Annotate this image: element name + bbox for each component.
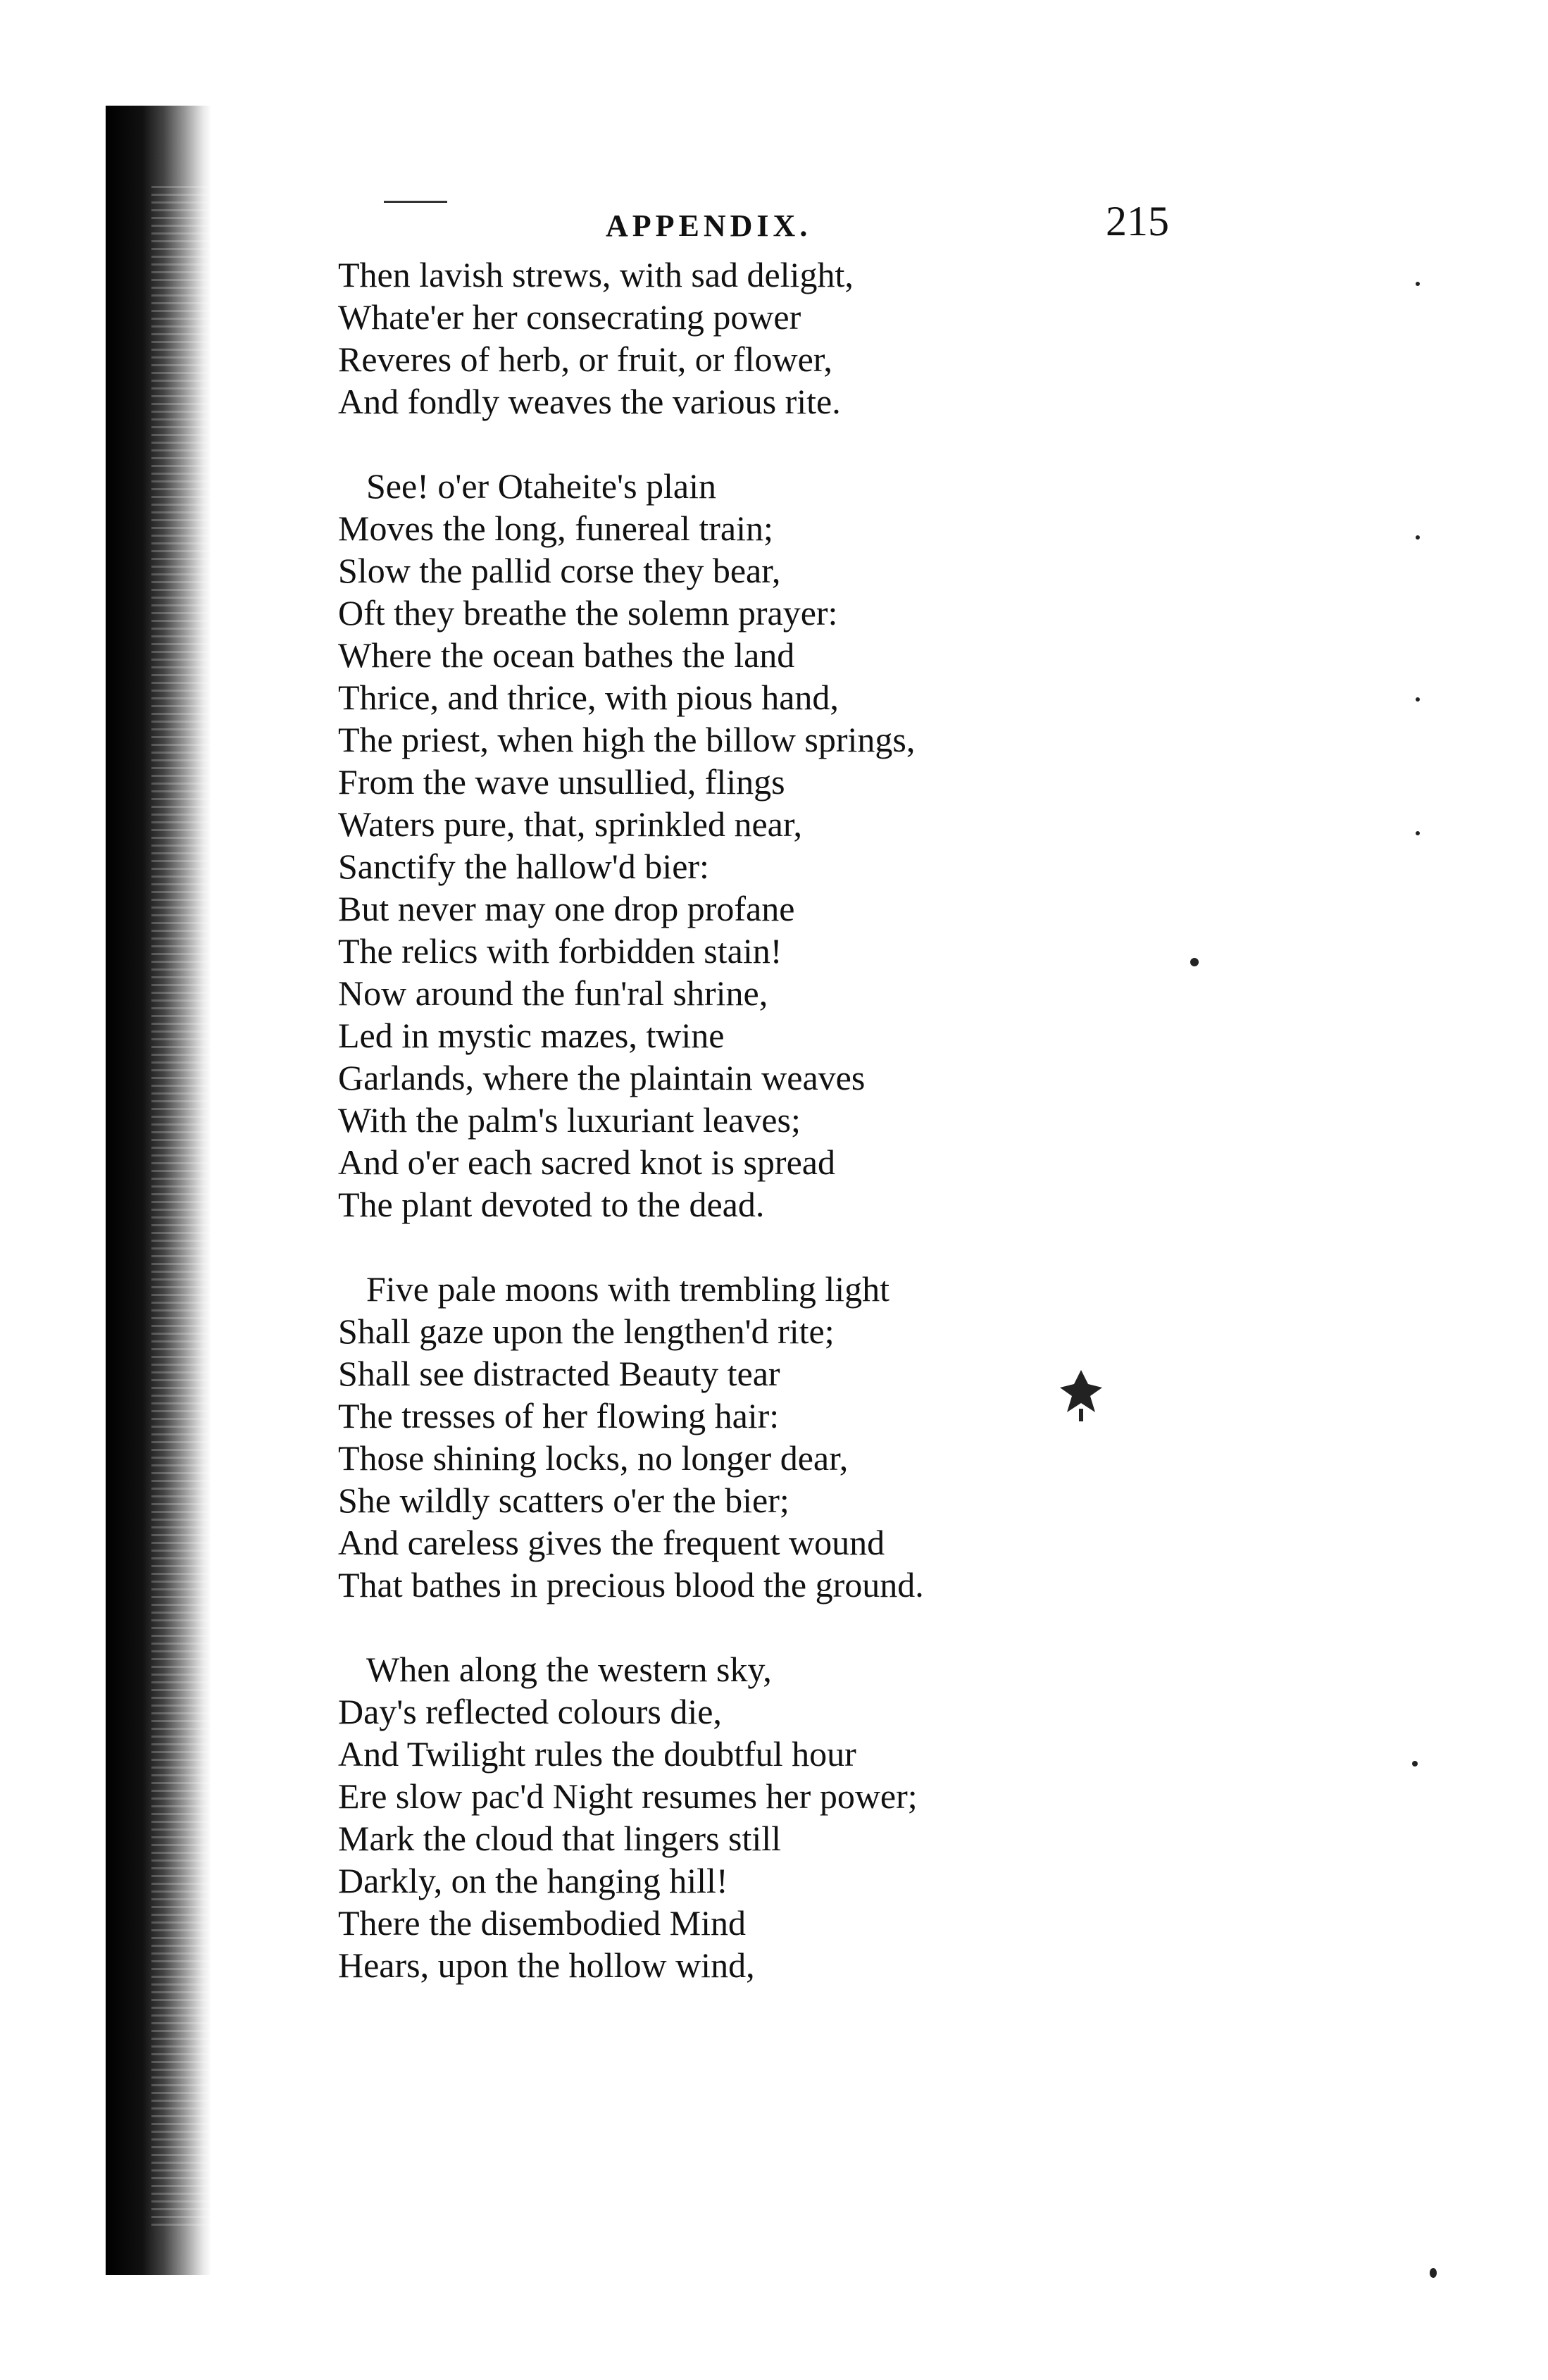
poem-line: She wildly scatters o'er the bier; (338, 1481, 789, 1520)
margin-speck (1412, 1761, 1418, 1767)
poem-line: And fondly weaves the various rite. (338, 382, 841, 421)
poem-line: Shall gaze upon the lengthen'd rite; (338, 1312, 835, 1351)
poem-line: From the wave unsullied, flings (338, 762, 785, 802)
poem-line: The tresses of her flowing hair: (338, 1396, 780, 1435)
poem-line: The priest, when high the billow springs, (338, 720, 916, 759)
poem-line: And careless gives the frequent wound (338, 1523, 885, 1562)
poem-line: Reveres of herb, or fruit, or flower, (338, 339, 832, 379)
poem-body (338, 254, 1394, 2029)
poem-line: The plant devoted to the dead. (338, 1185, 765, 1224)
margin-speck (1416, 535, 1420, 540)
running-title: APPENDIX. (606, 208, 812, 243)
poem-line: The relics with forbidden stain! (338, 931, 782, 971)
poem-line: Oft they breathe the solemn prayer: (338, 593, 838, 633)
poem-line: Sanctify the hallow'd bier: (338, 847, 709, 886)
poem-line: Darkly, on the hanging hill! (338, 1861, 728, 1900)
poem-line: And o'er each sacred knot is spread (338, 1142, 835, 1182)
poem-line: Day's reflected colours die, (338, 1692, 722, 1731)
poem-line: Waters pure, that, sprinkled near, (338, 804, 803, 844)
poem-line: Where the ocean bathes the land (338, 635, 795, 675)
binding-texture (151, 183, 215, 2226)
margin-speck (1416, 697, 1420, 702)
poem-line: Hears, upon the hollow wind, (338, 1945, 755, 1985)
poem-line: Then lavish strews, with sad delight, (338, 255, 854, 294)
poem-line: Shall see distracted Beauty tear (338, 1354, 780, 1393)
poem-line: Now around the fun'ral shrine, (338, 973, 768, 1013)
poem-line: Slow the pallid corse they bear, (338, 551, 781, 590)
poem-line: Whate'er her consecrating power (338, 297, 801, 337)
margin-speck (1416, 282, 1420, 286)
poem-line: Those shining locks, no longer dear, (338, 1438, 849, 1478)
poem-line: Mark the cloud that lingers still (338, 1819, 782, 1858)
page-number: 215 (1106, 198, 1169, 244)
margin-speck (1416, 831, 1420, 835)
stanza (338, 254, 1394, 423)
poem-line: Ere slow pac'd Night resumes her power; (338, 1776, 918, 1816)
poem-line: See! o'er Otaheite's plain (366, 466, 716, 506)
stanza (338, 465, 1394, 1226)
poem-line: That bathes in precious blood the ground. (338, 1565, 924, 1605)
poem-line: But never may one drop profane (338, 889, 795, 928)
poem-line: Led in mystic mazes, twine (338, 1016, 725, 1055)
poem-line: Moves the long, funereal train; (338, 509, 773, 548)
stanza (338, 1648, 1394, 1986)
poem-line: When along the western sky, (366, 1650, 772, 1689)
poem-line: Garlands, where the plaintain weaves (338, 1058, 866, 1097)
margin-speck (1190, 958, 1199, 966)
poem-line: With the palm's luxuriant leaves; (338, 1100, 801, 1140)
stanza (338, 1268, 1394, 1606)
header-mark (384, 201, 447, 203)
poem-line: There the disembodied Mind (338, 1903, 747, 1943)
poem-line: Five pale moons with trembling light (366, 1269, 890, 1309)
poem-line: Thrice, and thrice, with pious hand, (338, 678, 839, 717)
poem-line: And Twilight rules the doubtful hour (338, 1734, 856, 1774)
margin-speck (1430, 2268, 1437, 2278)
printer-ornament-icon (1056, 1366, 1106, 1423)
